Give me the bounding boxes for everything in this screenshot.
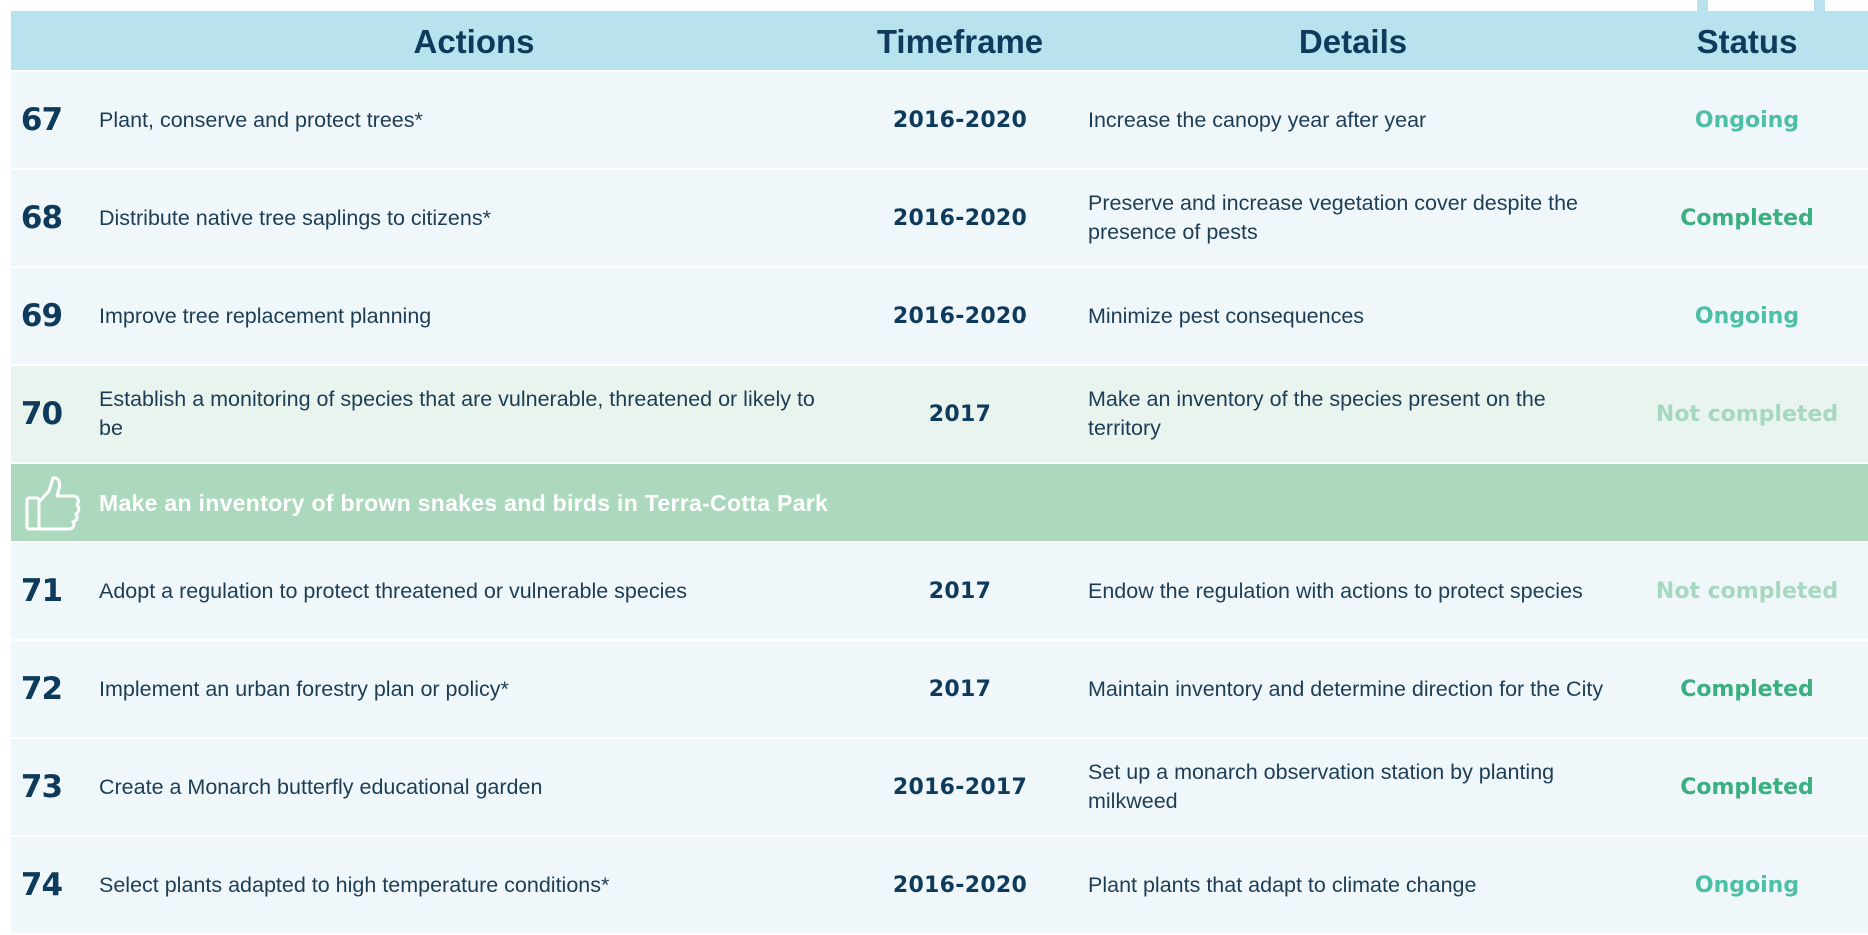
table-row [11, 739, 1868, 837]
timeframe-value: 2017 [928, 578, 992, 604]
details-text: Minimize pest consequences [1088, 303, 1365, 328]
action-number: 69 [20, 298, 63, 334]
status-badge: Ongoing [1694, 303, 1800, 329]
details-text: Increase the canopy year after year [1088, 107, 1427, 132]
table-row [11, 72, 1868, 170]
action-text: Select plants adapted to high temperature conditions* [99, 872, 610, 897]
header-actions: Actions [413, 23, 535, 60]
header-status: Status [1696, 23, 1798, 60]
timeframe-value: 2017 [928, 401, 992, 427]
action-plan-table [11, 11, 1868, 935]
table-row [11, 837, 1868, 935]
action-text: Improve tree replacement planning [99, 303, 432, 328]
table-header [11, 11, 1868, 72]
table-row [11, 268, 1868, 366]
details-text: Make an inventory of the species present on the territory [1088, 387, 1546, 440]
status-badge: Ongoing [1694, 107, 1800, 133]
timeframe-value: 2016-2020 [892, 107, 1028, 133]
header-details: Details [1298, 23, 1408, 60]
details-text: Endow the regulation with actions to protect species [1088, 578, 1583, 603]
status-badge: Not completed [1655, 401, 1839, 427]
details-text: Plant plants that adapt to climate change [1088, 872, 1477, 897]
table-row [11, 641, 1868, 739]
timeframe-value: 2016-2017 [892, 774, 1028, 800]
action-number: 68 [20, 200, 63, 236]
details-text: Preserve and increase vegetation cover despite the presence of pests [1088, 191, 1579, 244]
status-badge: Completed [1680, 774, 1814, 800]
status-badge: Completed [1680, 205, 1814, 231]
status-badge: Ongoing [1694, 872, 1800, 898]
action-number: 67 [20, 102, 63, 138]
timeframe-value: 2016-2020 [892, 205, 1028, 231]
action-number: 74 [20, 867, 63, 903]
timeframe-value: 2016-2020 [892, 303, 1028, 329]
action-text: Implement an urban forestry plan or policy* [99, 676, 509, 701]
header-timeframe: Timeframe [876, 23, 1044, 60]
status-badge: Not completed [1655, 578, 1839, 604]
action-text: Plant, conserve and protect trees* [99, 107, 423, 132]
action-text: Create a Monarch butterfly educational garden [99, 774, 543, 799]
timeframe-value: 2016-2020 [892, 872, 1028, 898]
action-number: 73 [20, 769, 63, 805]
achievement-banner [11, 464, 1868, 543]
details-text: Maintain inventory and determine direction for the City [1088, 676, 1604, 701]
table-row [11, 366, 1868, 464]
status-badge: Completed [1680, 676, 1814, 702]
details-text: Set up a monarch observation station by planting milkweed [1088, 760, 1555, 813]
table-row [11, 170, 1868, 268]
action-text: Establish a monitoring of species that are vulnerable, threatened or likely to be [99, 387, 815, 440]
thumbs-up-icon [25, 474, 81, 532]
timeframe-value: 2017 [928, 676, 992, 702]
banner-text: Make an inventory of brown snakes and birds in Terra-Cotta Park [99, 490, 829, 516]
action-number: 70 [20, 396, 63, 432]
action-text: Adopt a regulation to protect threatened or vulnerable species [99, 578, 688, 603]
action-text: Distribute native tree saplings to citizens* [99, 205, 491, 230]
action-number: 71 [20, 573, 63, 609]
action-number: 72 [20, 671, 63, 707]
table-row [11, 543, 1868, 641]
